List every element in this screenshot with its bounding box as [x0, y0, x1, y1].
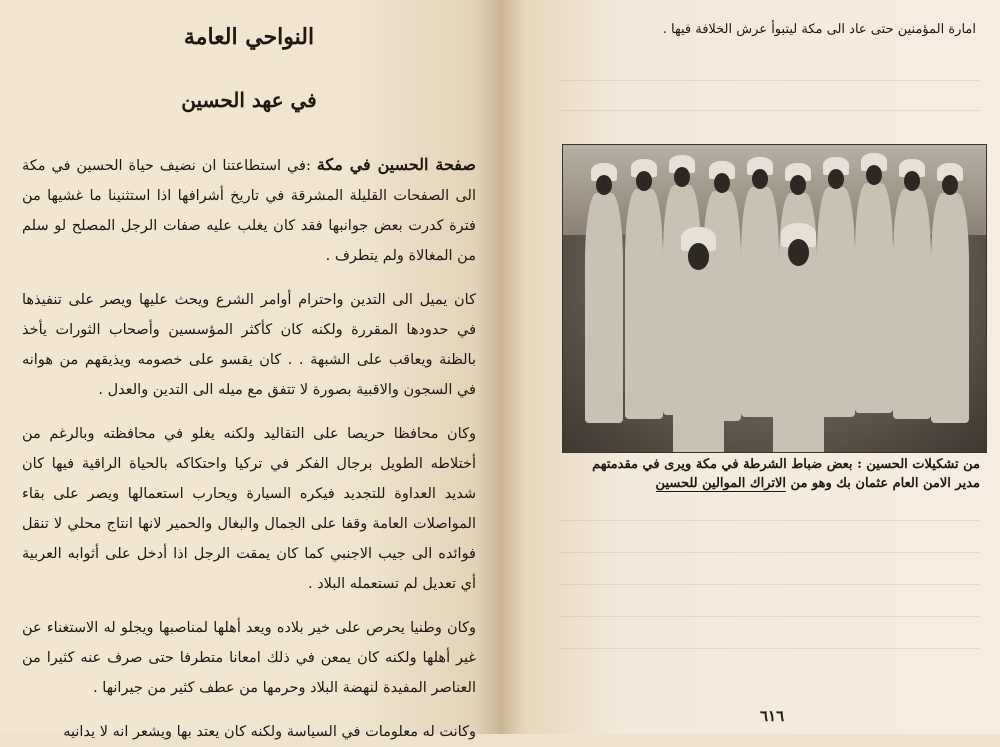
uniform	[773, 264, 824, 454]
caption-underlined-text: الاتراك الموالين للحسين	[655, 476, 787, 491]
face	[790, 175, 806, 195]
paragraph-1	[22, 150, 476, 271]
section-title: في عهد الحسين	[181, 88, 317, 112]
bleed-through-line	[560, 616, 980, 617]
face	[674, 167, 690, 187]
bleed-through-line	[560, 584, 980, 585]
uniform	[931, 193, 969, 423]
caption-line-2	[560, 474, 980, 493]
paragraph-3: وكان محافظا حريصا على التقاليد ولكنه يغلو في محافظته وبالرغم من أختلاطه الطويل برجال الفكر في تركيا واحتكاكه بالحياة الراقية فيها كان شديد العداوة للتجديد فيكره السيارة ويحارب استعمالها ويصر على بقاء المواصلات العامة وقفا على الجمال والبغال والحمير لانها انتاج محلي لا تنقل فوائده الى جيب الاجنبي كما كان يمقت الرجل اذا أدخل على أثوابه العربية أي تعديل لم تستعمله البلاد .	[22, 426, 476, 592]
face	[752, 169, 768, 189]
uniform	[893, 189, 931, 419]
caption-line-2-text: مدير الامن العام عثمان بك وهو من	[786, 476, 980, 491]
bleed-through-line	[560, 110, 980, 111]
face	[636, 171, 652, 191]
photo-caption	[560, 455, 980, 493]
paragraph-2: كان يميل الى التدين واحترام أوامر الشرع ويحث عليها ويصر على تنفيذها في حدودها المقررة ولكنه كان كأكثر المؤسسين وأصحاب الثورات يأخذ بالظنة ويعاقب على الشبهة . . كان يقسو على خصومه ويذيقهم من هوانه في السجون والاقبية بصورة لا تتفق مع ميله الى التدين والعدل .	[22, 292, 476, 398]
uniform	[625, 189, 663, 419]
uniform	[585, 193, 623, 423]
face	[904, 171, 920, 191]
bleed-through-line	[560, 520, 980, 521]
uniform	[673, 268, 724, 454]
face	[942, 175, 958, 195]
page-title: النواحي العامة	[183, 24, 315, 50]
face	[828, 169, 844, 189]
uniform	[855, 183, 893, 413]
face	[866, 165, 882, 185]
bleed-through-line	[560, 552, 980, 553]
running-text: امارة المؤمنين حتى عاد الى مكة ليتبوأ عرش الخلافة فيها .	[662, 22, 976, 37]
page-number: ٦١٦	[760, 707, 785, 725]
bleed-through-line	[560, 80, 980, 81]
paragraph-5: وكانت له معلومات في السياسة ولكنه كان يعتد بها ويشعر انه لا يدانيه	[63, 724, 476, 740]
face	[714, 173, 730, 193]
caption-line-1: من تشكيلات الحسين : بعض ضباط الشرطة في مكة ويرى في مقدمتهم	[592, 457, 980, 472]
paragraph-text: :في استطاعتنا ان نضيف حياة الحسين في مكة الى الصفحات القليلة المشرقة في تاريخ أشرافها اذا استثنينا ما غشيها من فترة كدرت بعض جوانبها فقد كان يغلب عليه صفات الرجل المصلح لو سلم من المغالاة ولم يتطرف .	[22, 158, 476, 264]
paragraph-lead: صفحة الحسين في مكة	[316, 155, 476, 174]
group-photo	[562, 144, 987, 453]
face	[596, 175, 612, 195]
bleed-through-line	[560, 648, 980, 649]
paragraph-4: وكان وطنيا يحرص على خير بلاده ويعد أهلها لمناصبها ويجلو له الاستغناء عن غير أهلها ولكنه كان يمعن في ذلك امعانا متطرفا حتى صرف عنه كثيرا من العناصر المفيدة لنهضة البلاد وحرمها من عطف كثير من جيرانها .	[22, 620, 476, 696]
left-page	[0, 0, 500, 740]
